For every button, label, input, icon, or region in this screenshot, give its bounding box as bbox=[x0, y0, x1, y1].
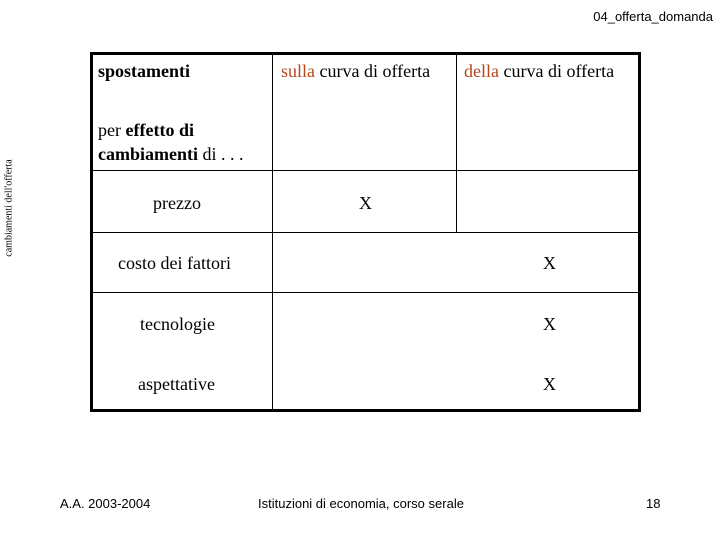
row-header-subtitle bbox=[98, 118, 244, 166]
col2-header bbox=[464, 60, 614, 82]
slide-file-label: 04_offerta_domanda bbox=[593, 9, 713, 24]
divider-row2 bbox=[90, 292, 641, 293]
table-border-top bbox=[90, 52, 641, 55]
subtitle-bold2: cambiamenti bbox=[98, 144, 198, 164]
footer-course-title: Istituzioni di economia, corso serale bbox=[258, 496, 464, 511]
row-prezzo-col1-mark: X bbox=[359, 193, 372, 213]
col1-header-rest: curva di offerta bbox=[315, 61, 431, 81]
col1-header-highlight: sulla bbox=[281, 61, 315, 81]
subtitle-prefix: per bbox=[98, 120, 126, 140]
side-vertical-label: cambiamenti dell'offerta bbox=[3, 159, 15, 257]
divider-row1 bbox=[90, 232, 641, 233]
row-label-costo-fattori: costo dei fattori bbox=[118, 253, 231, 273]
row-label-aspettative: aspettative bbox=[138, 374, 215, 394]
row-costo-fattori-col2-mark: X bbox=[543, 253, 556, 273]
footer-academic-year: A.A. 2003-2004 bbox=[60, 496, 151, 511]
corner-title: spostamenti bbox=[98, 61, 191, 81]
row-aspettative-col2-mark: X bbox=[543, 374, 556, 394]
subtitle-bold1: effetto di bbox=[125, 120, 194, 140]
table-border-bottom bbox=[90, 409, 641, 412]
col1-header bbox=[281, 60, 430, 82]
divider-col2-upper bbox=[456, 52, 457, 232]
row-label-tecnologie: tecnologie bbox=[140, 314, 215, 334]
divider-header bbox=[90, 170, 641, 171]
divider-col1-lower bbox=[272, 232, 273, 412]
col2-header-highlight: della bbox=[464, 61, 499, 81]
subtitle-rest: di . . . bbox=[197, 144, 244, 164]
comparison-table bbox=[90, 52, 641, 412]
row-tecnologie-col2-mark: X bbox=[543, 314, 556, 334]
footer-page-number: 18 bbox=[646, 496, 661, 511]
col2-header-rest: curva di offerta bbox=[498, 61, 615, 81]
row-label-prezzo: prezzo bbox=[153, 193, 201, 213]
